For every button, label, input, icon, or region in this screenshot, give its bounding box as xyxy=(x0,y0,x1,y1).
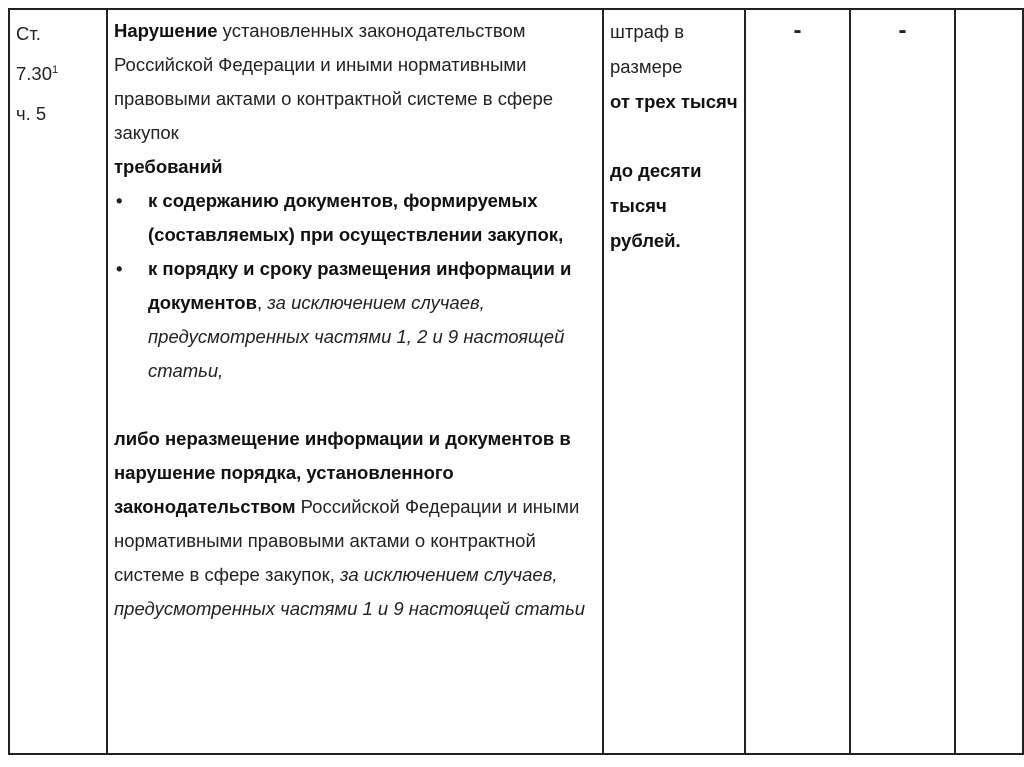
table-row xyxy=(9,9,1023,754)
violation-intro xyxy=(114,14,596,150)
violation-intro-bold: Нарушение xyxy=(114,20,218,41)
requirements-heading xyxy=(114,150,596,184)
requirements-bold: требований xyxy=(114,156,223,177)
bullet-2-comma: , xyxy=(257,292,263,313)
column-4-dash: - xyxy=(793,17,802,44)
bullet-1-text: к содержанию документов, формируемых (составляемых) при осуществлении закупок, xyxy=(148,190,564,245)
article-number-superscript: 1 xyxy=(52,63,59,76)
paragraph-2-italic: за исключением случаев, предусмотренных частями 1 и 9 настоящей статьи xyxy=(114,564,586,619)
article-number xyxy=(16,54,100,94)
list-item xyxy=(114,252,596,388)
article-number-main: 7.30 xyxy=(16,63,53,84)
column-5-cell xyxy=(850,9,955,754)
violation-intro-text: установленных законодательством Российской Федерации и иными нормативными правовыми актами о контрактной системе в сфере закупок xyxy=(114,20,554,143)
fine-from xyxy=(610,84,738,119)
fine-prefix: штраф в размере xyxy=(610,21,685,77)
bullet-2-italic: за исключением случаев, предусмотренных частями 1, 2 и 9 настоящей статьи, xyxy=(148,292,565,381)
article-cell xyxy=(9,9,107,754)
document-page xyxy=(8,8,1004,755)
bullet-2-bold: к порядку и сроку размещения информации и документов xyxy=(148,258,572,313)
paragraph-2-bold: либо неразмещение информации и документов в нарушение порядка, установленного законодательством xyxy=(114,428,571,517)
fine-to xyxy=(610,153,738,258)
paragraph-2-text: Российской Федерации и иными нормативными правовыми актами о контрактной системе в сфере закупок, xyxy=(114,496,580,585)
column-4-cell xyxy=(745,9,850,754)
article-label: Ст. xyxy=(16,23,41,44)
fine-to-bold: до десяти тысяч рублей. xyxy=(610,160,702,251)
violation-description-cell xyxy=(107,9,603,754)
violation-paragraph-2 xyxy=(114,422,596,626)
column-6-cell-empty xyxy=(955,9,1023,754)
article-part: ч. 5 xyxy=(16,103,47,124)
fine-cell xyxy=(603,9,745,754)
list-item xyxy=(114,184,596,252)
fine-from-bold: от трех тысяч xyxy=(610,91,738,112)
fine-spacer xyxy=(610,119,738,153)
requirements-list xyxy=(114,184,596,388)
paragraph-spacer xyxy=(114,388,596,422)
column-5-dash: - xyxy=(898,17,907,44)
penalty-table xyxy=(8,8,1024,755)
